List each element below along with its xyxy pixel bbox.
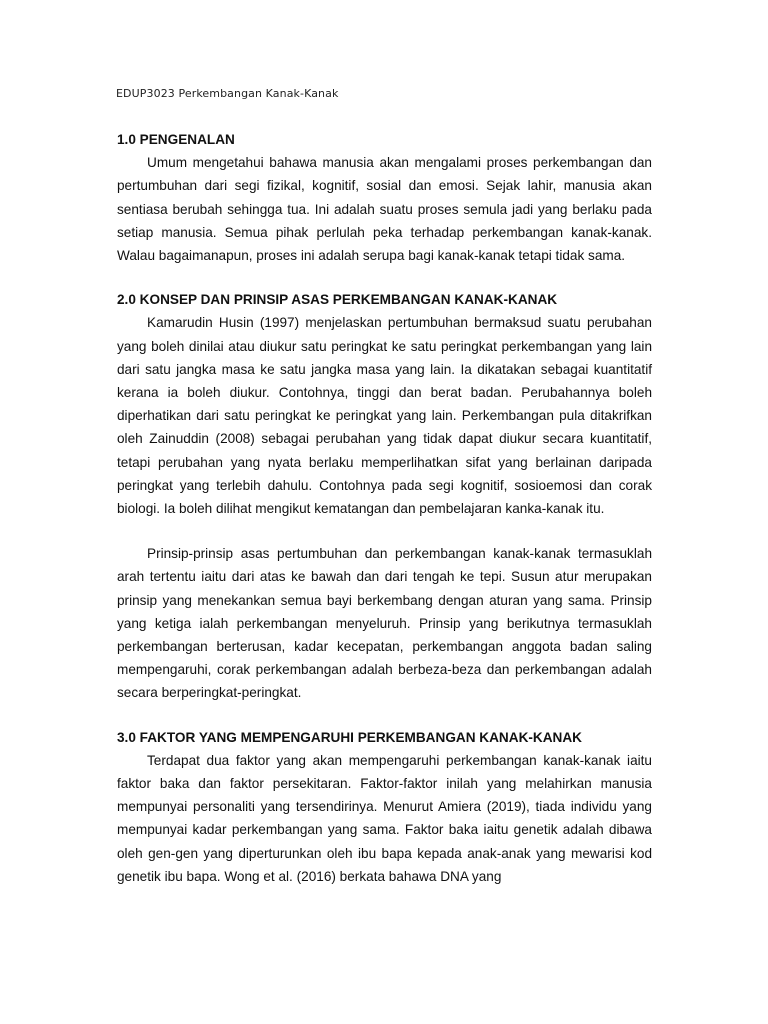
- section-heading-factors: 3.0 FAKTOR YANG MEMPENGARUHI PERKEMBANGAN KANAK-KANAK: [117, 729, 582, 745]
- section-gap: [117, 705, 652, 726]
- document-body: [117, 128, 652, 888]
- paragraph: Terdapat dua faktor yang akan mempengaruhi perkembangan kanak-kanak iaitu faktor baka dan faktor persekitaran. Faktor-faktor inilah yang melahirkan manusia mempunyai personaliti yang tersendirinya. Menurut Amiera (2019), tiada individu yang mempunyai kadar perkembangan yang sama. Faktor baka iaitu genetik adalah dibawa oleh gen-gen yang diperturunkan oleh ibu bapa kepada anak-anak yang mewarisi kod genetik ibu bapa. Wong et al. (2016) berkata bahawa DNA yang: [117, 752, 652, 884]
- paragraph: Kamarudin Husin (1997) menjelaskan pertumbuhan bermaksud suatu perubahan yang boleh dinilai atau diukur satu peringkat ke satu peringkat perkembangan yang lain dari satu jangka masa ke satu jangka masa yang lain. Ia dikatakan sebagai kuantitatif kerana ia boleh diukur. Contohnya, tinggi dan berat badan. Perubahannya boleh diperhatikan dari satu peringkat ke peringkat yang lain. Perkembangan pula ditakrifkan oleh Zainuddin (2008) sebagai perubahan yang tidak dapat diukur secara kuantitatif, tetapi perubahan yang nyata berlaku memperlihatkan sifat yang berlainan daripada peringkat yang terlebih dahulu. Contohnya pada segi kognitif, sosioemosi dan corak biologi. Ia boleh dilihat mengikut kematangan dan pembelajaran kanka-kanak itu.: [117, 315, 652, 517]
- section-gap: [117, 267, 652, 288]
- section-heading-concepts: 2.0 KONSEP DAN PRINSIP ASAS PERKEMBANGAN KANAK-KANAK: [117, 292, 558, 308]
- section-heading-introduction: 1.0 PENGENALAN: [117, 132, 235, 147]
- paragraph: Umum mengetahui bahawa manusia akan mengalami proses perkembangan dan pertumbuhan dari segi fizikal, kognitif, sosial dan emosi. Sejak lahir, manusia akan sentiasa berubah sehingga tua. Ini adalah suatu proses semula jadi yang berlaku pada setiap manusia. Semua pihak perlulah peka terhadap perkembangan kanak-kanak. Walau bagaimanapun, proses ini adalah serupa bagi kanak-kanak tetapi tidak sama.: [117, 155, 652, 264]
- paragraph: Prinsip-prinsip asas pertumbuhan dan perkembangan kanak-kanak termasuklah arah tertentu iaitu dari atas ke bawah dan dari tengah ke tepi. Susun atur merupakan prinsip yang menekankan semua bayi berkembang dengan aturan yang sama. Prinsip yang ketiga ialah perkembangan menyeluruh. Prinsip yang berikutnya termasuklah perkembangan berterusan, kadar kecepatan, perkembangan anggota badan saling mempengaruhi, corak perkembangan adalah berbeza-beza dan perkembangan adalah secara berperingkat-peringkat.: [117, 546, 652, 701]
- paragraph-gap: [117, 520, 652, 542]
- page-header: EDUP3023 Perkembangan Kanak-Kanak: [116, 87, 339, 100]
